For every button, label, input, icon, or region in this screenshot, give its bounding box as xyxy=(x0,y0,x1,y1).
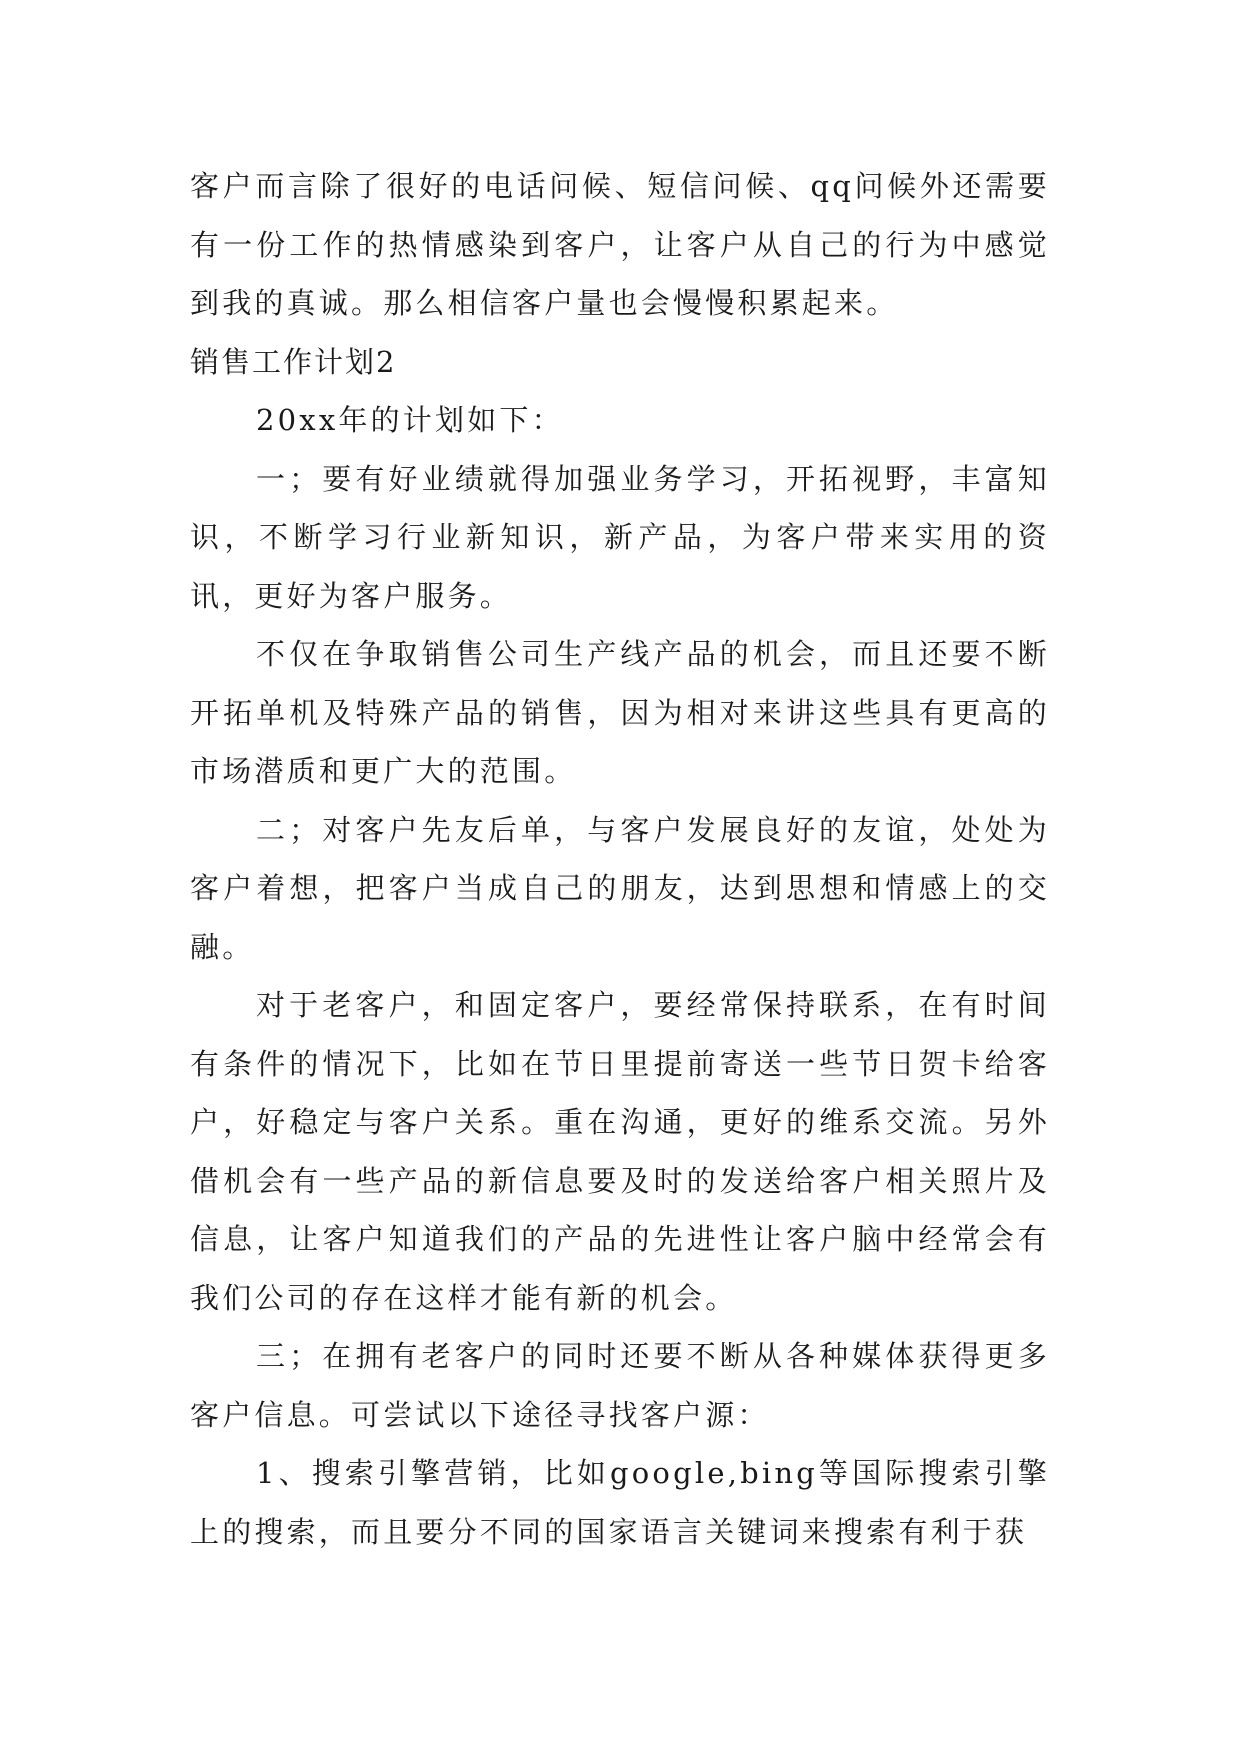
paragraph-point-two-detail: 对于老客户，和固定客户，要经常保持联系，在有时间有条件的情况下，比如在节日里提前寄送一些节日贺卡给客户，好稳定与客户关系。重在沟通，更好的维系交流。另外借机会有一些产品的新信息要及时的发送给客户相关照片及信息，让客户知道我们的产品的先进性让客户脑中经常会有我们公司的存在这样才能有新的机会。 xyxy=(190,988,1050,1315)
paragraph-point-one-detail: 不仅在争取销售公司生产线产品的机会，而且还要不断开拓单机及特殊产品的销售，因为相对来讲这些具有更高的市场潜质和更广大的范围。 xyxy=(190,637,1050,788)
document-body xyxy=(190,157,1050,1561)
paragraph-point-one: 一；要有好业绩就得加强业务学习，开拓视野，丰富知识，不断学习行业新知识，新产品，为客户带来实用的资讯，更好为客户服务。 xyxy=(190,461,1050,613)
section-title: 销售工作计划2 xyxy=(190,344,397,379)
paragraph-point-three-item-1: 1、搜索引擎营销，比如google,bing等国际搜索引擎上的搜索，而且要分不同的国家语言关键词来搜索有利于获 xyxy=(190,1456,1050,1549)
paragraph-intro: 20xx年的计划如下： xyxy=(256,403,564,437)
paragraph-continuation: 客户而言除了很好的电话问候、短信问候、qq问候外还需要有一份工作的热情感染到客户，让客户从自己的行为中感觉到我的真诚。那么相信客户量也会慢慢积累起来。 xyxy=(190,169,1050,320)
paragraph-point-two: 二；对客户先友后单，与客户发展良好的友谊，处处为客户着想，把客户当成自己的朋友，达到思想和情感上的交融。 xyxy=(190,812,1050,964)
paragraph-point-three: 三；在拥有老客户的同时还要不断从各种媒体获得更多客户信息。可尝试以下途径寻找客户源： xyxy=(190,1339,1050,1432)
